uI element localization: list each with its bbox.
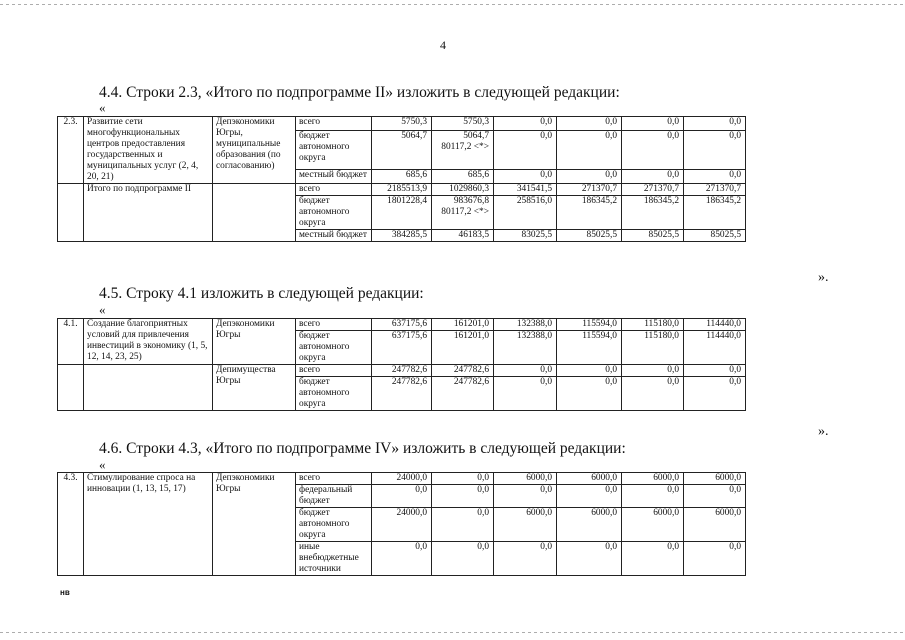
amount-cell: 341541,5: [494, 184, 557, 196]
section-heading-4-4: 4.4. Строки 2.3, «Итого по подпрограмме II» изложить в следующей редакции:: [99, 84, 620, 101]
amount-cell: 115180,0: [622, 319, 684, 331]
amount-cell: 247782,6: [372, 377, 432, 411]
amount-cell: 6000,0: [557, 473, 622, 485]
amount-cell: 271370,7: [622, 184, 684, 196]
amount-cell: 258516,0: [494, 196, 557, 230]
amount-cell: 1029860,3: [432, 184, 494, 196]
program-name-cell: [84, 365, 213, 411]
amount-cell: 0,0: [684, 117, 746, 131]
amount-cell: 0,0: [432, 473, 494, 485]
amount-cell: 0,0: [372, 485, 432, 508]
amount-cell: 132388,0: [494, 319, 557, 331]
section-heading-4-5: 4.5. Строку 4.1 изложить в следующей редакции:: [99, 285, 424, 302]
funding-source-cell: всего: [296, 117, 372, 131]
amount-cell: 0,0: [494, 377, 557, 411]
amount-cell: 0,0: [494, 117, 557, 131]
row-number-cell: [58, 365, 84, 411]
amount-cell: 0,0: [622, 130, 684, 169]
funding-source-cell: бюджет автономного округа: [296, 196, 372, 230]
amount-cell: 983676,8 80117,2 <*>: [432, 196, 494, 230]
amount-cell: 186345,2: [557, 196, 622, 230]
funding-source-cell: местный бюджет: [296, 230, 372, 242]
amount-cell: 0,0: [432, 485, 494, 508]
amount-cell: 6000,0: [494, 508, 557, 542]
table-row: [58, 117, 746, 131]
executor-cell: Депэкономики Югры: [213, 473, 296, 576]
amount-cell: 0,0: [557, 130, 622, 169]
amount-cell: 83025,5: [494, 230, 557, 242]
table-row: [58, 365, 746, 377]
amount-cell: 0,0: [684, 542, 746, 576]
table-row: [58, 473, 746, 485]
amount-cell: 0,0: [622, 485, 684, 508]
funding-source-cell: бюджет автономного округа: [296, 130, 372, 169]
executor-cell: [213, 184, 296, 242]
amount-cell: 0,0: [494, 542, 557, 576]
amount-cell: 6000,0: [684, 508, 746, 542]
amount-cell: 247782,6: [432, 377, 494, 411]
table-section-4-6: [57, 472, 746, 576]
amount-cell: 0,0: [557, 377, 622, 411]
amount-cell: 271370,7: [684, 184, 746, 196]
funding-source-cell: всего: [296, 365, 372, 377]
amount-cell: 271370,7: [557, 184, 622, 196]
amount-cell: 685,6: [372, 170, 432, 184]
close-quote: ».: [818, 270, 829, 285]
program-name-cell: Развитие сети многофункциональных центров предоставления государственных и муниципальных услуг (2, 4, 20, 21): [84, 117, 213, 184]
amount-cell: 6000,0: [622, 473, 684, 485]
amount-cell: 247782,6: [372, 365, 432, 377]
amount-cell: 0,0: [432, 542, 494, 576]
amount-cell: 85025,5: [557, 230, 622, 242]
funding-source-cell: местный бюджет: [296, 170, 372, 184]
amount-cell: 5064,7: [372, 130, 432, 169]
amount-cell: 247782,6: [432, 365, 494, 377]
funding-source-cell: всего: [296, 473, 372, 485]
amount-cell: 85025,5: [684, 230, 746, 242]
amount-cell: 5750,3: [432, 117, 494, 131]
amount-cell: 5064,7 80117,2 <*>: [432, 130, 494, 169]
amount-cell: 0,0: [557, 542, 622, 576]
amount-cell: 5750,3: [372, 117, 432, 131]
amount-cell: 1801228,4: [372, 196, 432, 230]
scan-edge-bottom: [0, 632, 905, 633]
amount-cell: 0,0: [557, 485, 622, 508]
amount-cell: 0,0: [622, 542, 684, 576]
amount-cell: 0,0: [494, 485, 557, 508]
row-number-cell: 2.3.: [58, 117, 84, 184]
amount-cell: 0,0: [494, 365, 557, 377]
program-name-cell: Итого по подпрограмме II: [84, 184, 213, 242]
executor-cell: Депимущества Югры: [213, 365, 296, 411]
amount-cell: 0,0: [684, 130, 746, 169]
amount-cell: 24000,0: [372, 508, 432, 542]
amount-cell: 637175,6: [372, 331, 432, 365]
amount-cell: 0,0: [494, 170, 557, 184]
row-number-cell: 4.1.: [58, 319, 84, 365]
amount-cell: 115180,0: [622, 331, 684, 365]
funding-source-cell: всего: [296, 319, 372, 331]
amount-cell: 685,6: [432, 170, 494, 184]
amount-cell: 6000,0: [494, 473, 557, 485]
amount-cell: 0,0: [557, 117, 622, 131]
open-quote: «: [99, 302, 106, 317]
table-row: [58, 319, 746, 331]
funding-source-cell: всего: [296, 184, 372, 196]
amount-cell: 637175,6: [372, 319, 432, 331]
row-number-cell: [58, 184, 84, 242]
amount-cell: 6000,0: [622, 508, 684, 542]
amount-cell: 186345,2: [684, 196, 746, 230]
amount-cell: 0,0: [557, 170, 622, 184]
amount-cell: 114440,0: [684, 319, 746, 331]
amount-cell: 114440,0: [684, 331, 746, 365]
row-number-cell: 4.3.: [58, 473, 84, 576]
amount-cell: 0,0: [622, 377, 684, 411]
amount-cell: 161201,0: [432, 319, 494, 331]
amount-cell: 0,0: [622, 365, 684, 377]
amount-cell: 115594,0: [557, 319, 622, 331]
amount-cell: 0,0: [372, 542, 432, 576]
footer-mark: нв: [60, 588, 70, 597]
amount-cell: 46183,5: [432, 230, 494, 242]
amount-cell: 132388,0: [494, 331, 557, 365]
amount-cell: 0,0: [557, 365, 622, 377]
amount-cell: 0,0: [684, 365, 746, 377]
open-quote: «: [99, 100, 106, 115]
close-quote: ».: [818, 424, 829, 439]
amount-cell: 2185513,9: [372, 184, 432, 196]
executor-cell: Депэкономики Югры, муниципальные образования (по согласованию): [213, 117, 296, 184]
funding-source-cell: бюджет автономного округа: [296, 508, 372, 542]
table-row: [58, 184, 746, 196]
section-heading-4-6: 4.6. Строки 4.3, «Итого по подпрограмме IV» изложить в следующей редакции:: [99, 440, 626, 457]
amount-cell: 0,0: [622, 170, 684, 184]
scan-edge-top: [0, 4, 905, 5]
open-quote: «: [99, 457, 106, 472]
funding-source-cell: бюджет автономного округа: [296, 377, 372, 411]
amount-cell: 6000,0: [557, 508, 622, 542]
amount-cell: 0,0: [684, 485, 746, 508]
executor-cell: Депэкономики Югры: [213, 319, 296, 365]
amount-cell: 0,0: [684, 377, 746, 411]
amount-cell: 0,0: [684, 170, 746, 184]
amount-cell: 186345,2: [622, 196, 684, 230]
funding-source-cell: федеральный бюджет: [296, 485, 372, 508]
table-section-4-5: [57, 318, 746, 411]
amount-cell: 24000,0: [372, 473, 432, 485]
program-name-cell: Создание благоприятных условий для привлечения инвестиций в экономику (1, 5, 12, 14, 23, 25): [84, 319, 213, 365]
funding-source-cell: иные внебюджетные источники: [296, 542, 372, 576]
amount-cell: 85025,5: [622, 230, 684, 242]
table-section-4-4: [57, 116, 746, 242]
amount-cell: 161201,0: [432, 331, 494, 365]
amount-cell: 6000,0: [684, 473, 746, 485]
funding-source-cell: бюджет автономного округа: [296, 331, 372, 365]
amount-cell: 0,0: [432, 508, 494, 542]
page-number: 4: [440, 38, 446, 52]
program-name-cell: Стимулирование спроса на инновации (1, 13, 15, 17): [84, 473, 213, 576]
amount-cell: 384285,5: [372, 230, 432, 242]
amount-cell: 0,0: [622, 117, 684, 131]
amount-cell: 0,0: [494, 130, 557, 169]
amount-cell: 115594,0: [557, 331, 622, 365]
